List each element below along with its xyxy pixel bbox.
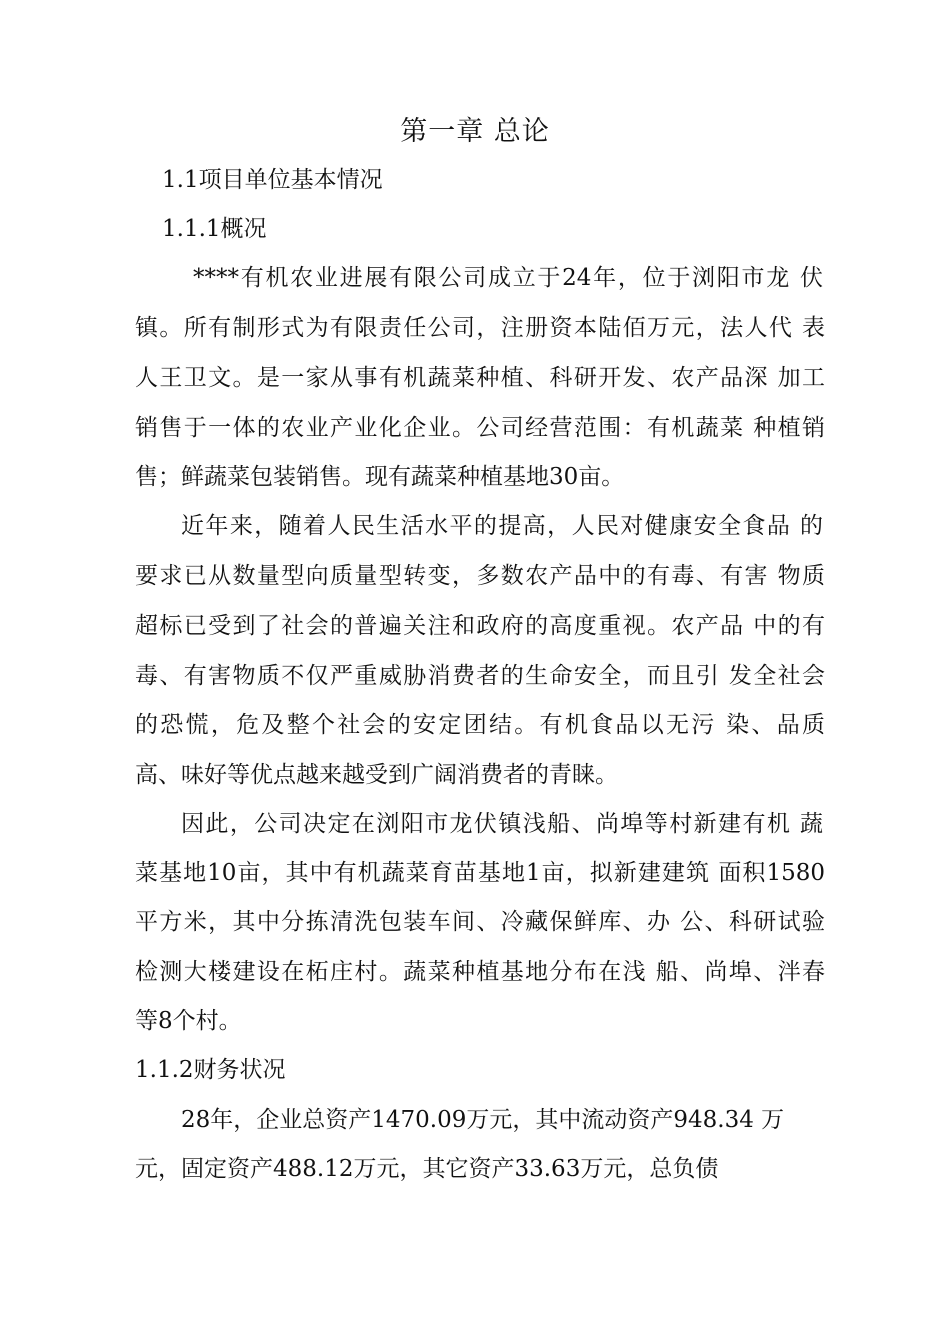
section-heading-1-1-2: 1.1.2财务状况 — [135, 1057, 286, 1083]
paragraph-3-line-5: 等8个村。 — [135, 1008, 242, 1034]
paragraph-2-line-5: 的恐慌，危及整个社会的安定团结。有机食品以无污 染、品质 — [135, 712, 825, 738]
section-heading-1-1-1: 1.1.1概况 — [162, 216, 267, 242]
paragraph-4-line-2: 元，固定资产488.12万元，其它资产33.63万元，总负债 — [135, 1156, 719, 1182]
paragraph-2-line-4: 毒、有害物质不仅严重威胁消费者的生命安全，而且引 发全社会 — [135, 663, 825, 689]
paragraph-1-line-3: 人王卫文。是一家从事有机蔬菜种植、科研开发、农产品深 加工 — [135, 365, 825, 391]
paragraph-3-line-1: 因此，公司决定在浏阳市龙伏镇浅船、尚埠等村新建有机 蔬 — [181, 811, 823, 837]
paragraph-1-line-5: 售；鲜蔬菜包装销售。现有蔬菜种植基地30亩。 — [135, 464, 625, 490]
section-heading-1-1: 1.1项目单位基本情况 — [162, 167, 383, 193]
chapter-title: 第一章 总论 — [400, 116, 550, 147]
paragraph-3-line-4: 检测大楼建设在柘庄村。蔬菜种植基地分布在浅 船、尚埠、泮春 — [135, 959, 825, 985]
paragraph-1-line-2: 镇。所有制形式为有限责任公司，注册资本陆佰万元，法人代 表 — [135, 315, 825, 341]
paragraph-2-line-3: 超标已受到了社会的普遍关注和政府的高度重视。农产品 中的有 — [135, 613, 825, 639]
paragraph-1-line-1: ****有机农业进展有限公司成立于24年，位于浏阳市龙 伏 — [193, 265, 823, 291]
paragraph-3-line-3: 平方米，其中分拣清洗包装车间、冷藏保鲜库、办 公、科研试验 — [135, 909, 825, 935]
paragraph-4-line-1: 28年，企业总资产1470.09万元，其中流动资产948.34 万 — [181, 1107, 785, 1133]
paragraph-2-line-1: 近年来，随着人民生活水平的提高，人民对健康安全食品 的 — [181, 513, 823, 539]
paragraph-3-line-2: 菜基地10亩，其中有机蔬菜育苗基地1亩，拟新建建筑 面积1580 — [135, 860, 825, 886]
paragraph-1-line-4: 销售于一体的农业产业化企业。公司经营范围：有机蔬菜 种植销 — [135, 415, 825, 441]
paragraph-2-line-2: 要求已从数量型向质量型转变，多数农产品中的有毒、有害 物质 — [135, 563, 825, 589]
paragraph-2-line-6: 高、味好等优点越来越受到广阔消费者的青睐。 — [135, 762, 618, 788]
